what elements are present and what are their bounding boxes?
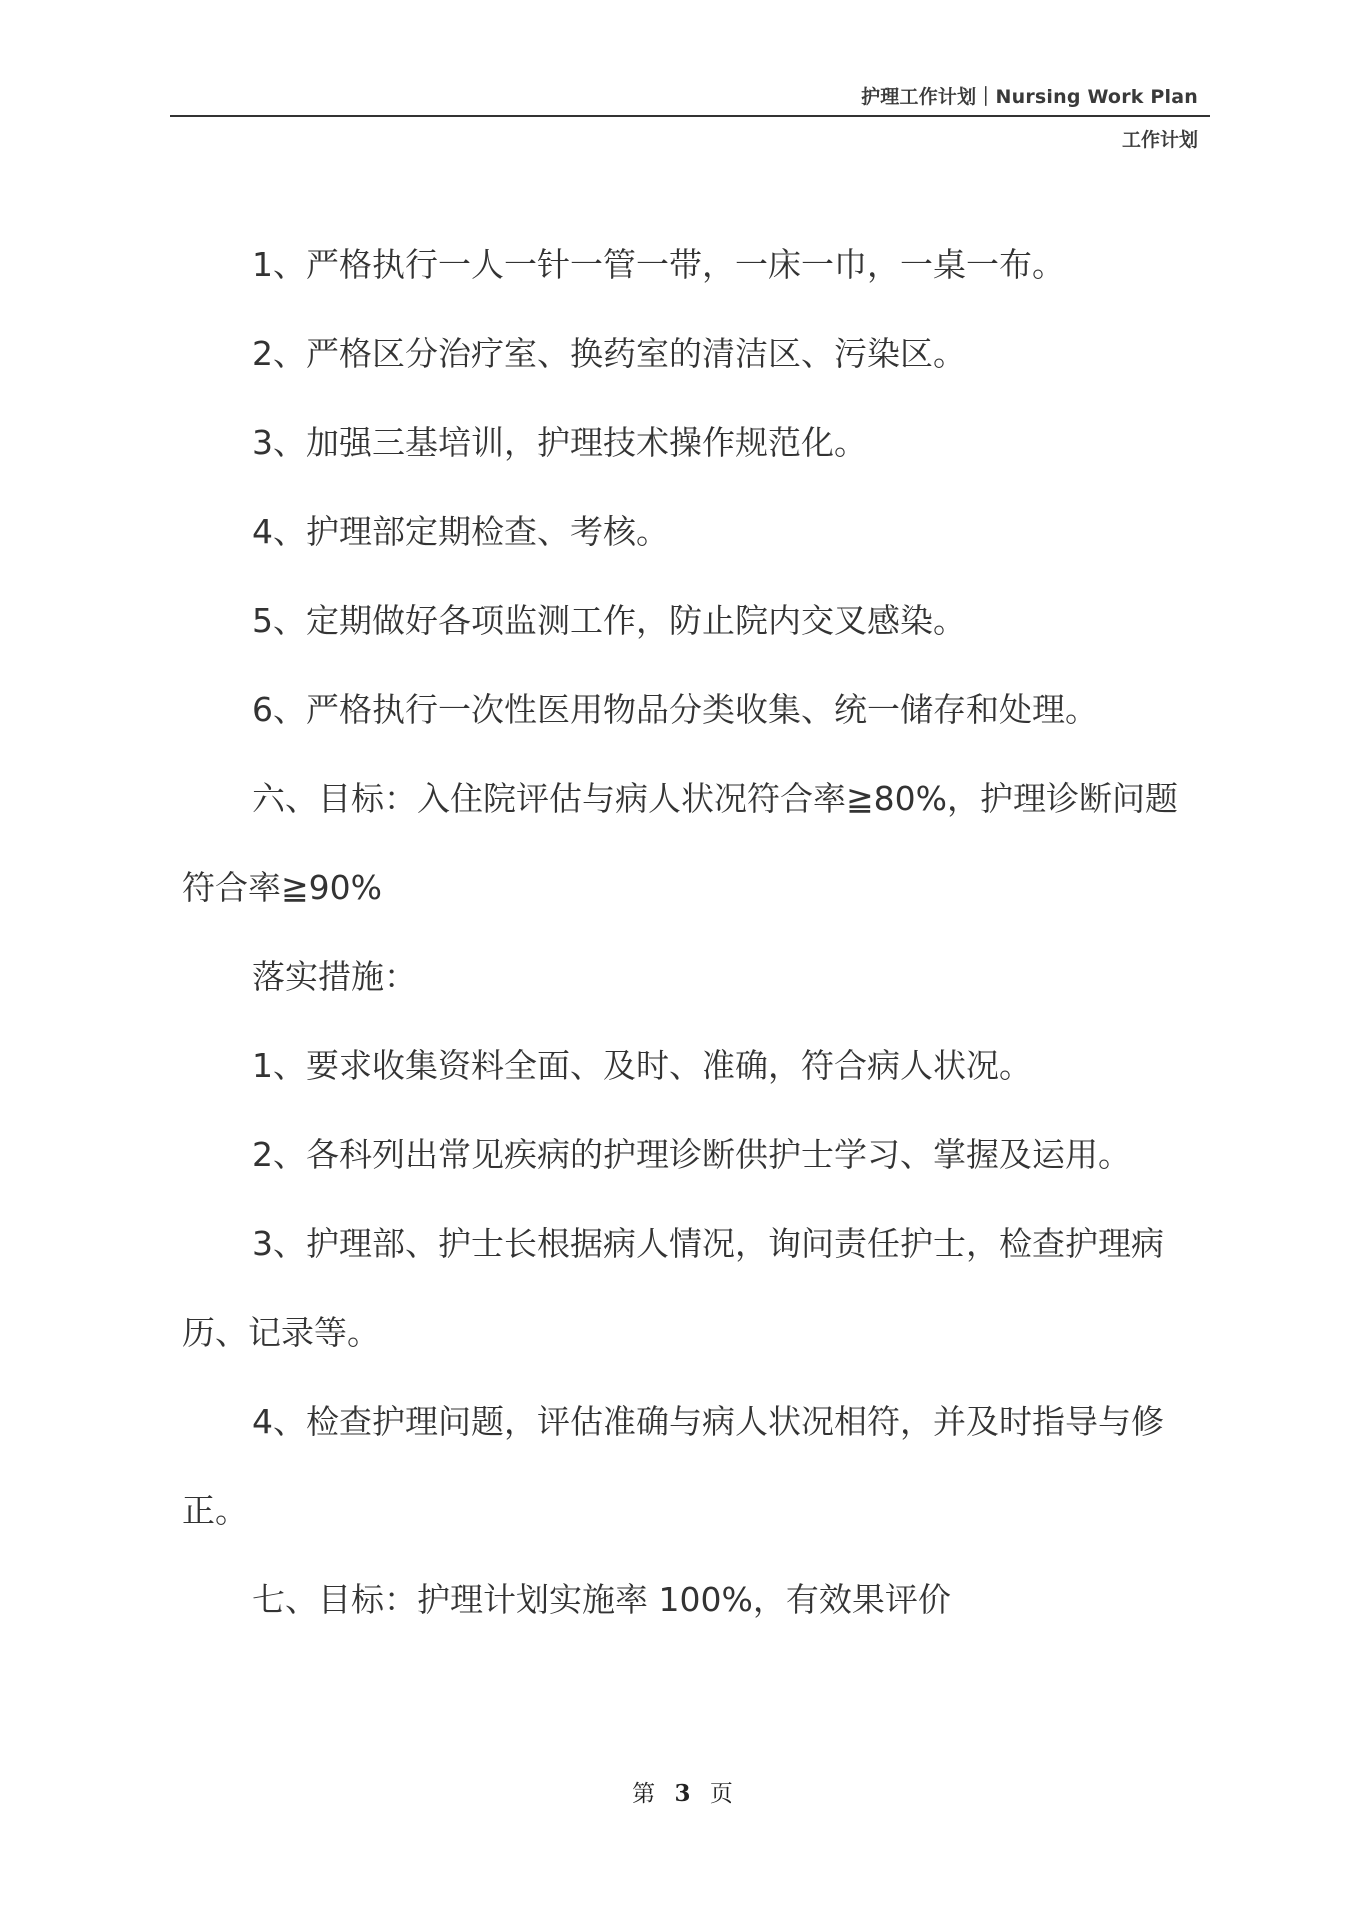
paragraph: 4、检查护理问题，评估准确与病人状况相符，并及时指导与修正。 [182,1402,1164,1530]
document-body [182,220,1207,1644]
paragraph: 3、加强三基培训，护理技术操作规范化。 [252,423,867,462]
page-footer [0,1775,1365,1808]
paragraph: 2、严格区分治疗室、换药室的清洁区、污染区。 [252,334,966,373]
page-header [170,0,1210,160]
header-divider [170,115,1210,117]
paragraph: 6、严格执行一次性医用物品分类收集、统一储存和处理。 [252,690,1098,729]
paragraph: 六、目标：入住院评估与病人状况符合率≧80%，护理诊断问题符合率≧90% [182,779,1178,907]
paragraph: 七、目标：护理计划实施率 100%，有效果评价 [252,1580,951,1619]
header-title: 护理工作计划｜Nursing Work Plan [861,86,1198,108]
page-number-prefix: 第 [632,1781,656,1807]
paragraph: 1、严格执行一人一针一管一带，一床一巾，一桌一布。 [252,245,1065,284]
page-number-suffix: 页 [709,1781,733,1807]
paragraph: 落实措施： [252,957,417,996]
header-subtitle: 工作计划 [1121,129,1198,151]
paragraph: 2、各科列出常见疾病的护理诊断供护士学习、掌握及运用。 [252,1135,1131,1174]
paragraph: 1、要求收集资料全面、及时、准确，符合病人状况。 [252,1046,1032,1085]
page-number: 3 [674,1780,691,1807]
paragraph: 5、定期做好各项监测工作，防止院内交叉感染。 [252,601,966,640]
paragraph: 4、护理部定期检查、考核。 [252,512,669,551]
paragraph: 3、护理部、护士长根据病人情况，询问责任护士，检查护理病历、记录等。 [182,1224,1164,1352]
